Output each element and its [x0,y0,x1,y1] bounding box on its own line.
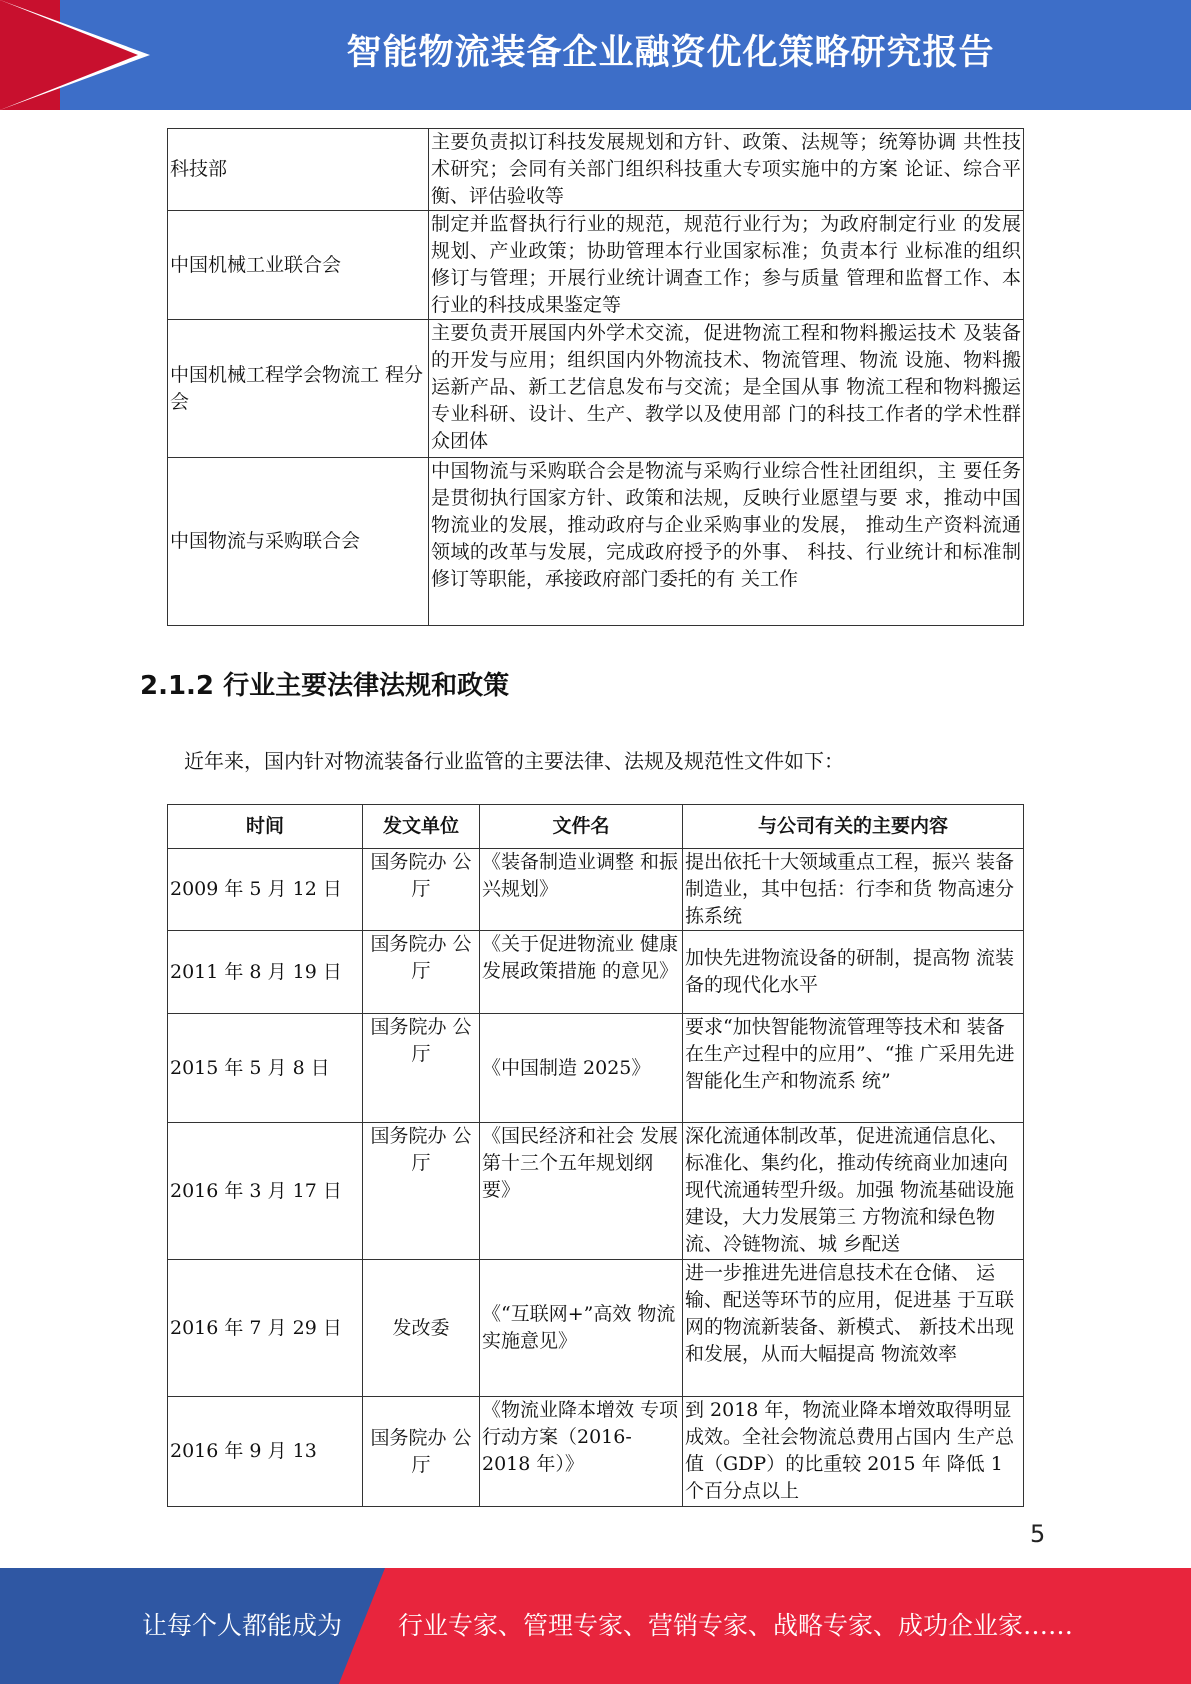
table-row [168,931,1024,1014]
table-header-row [168,805,1024,849]
page-number: 5 [1030,1520,1046,1548]
content-cell: 到 2018 年，物流业降本增效取得明显成效。全社会物流总费用占国内 生产总值（GDP）的比重较 2015 年 降低 1 个百分点以上 [683,1397,1024,1507]
org-name: 中国物流与采购联合会 [168,458,429,626]
footer-slogan-left: 让每个人都能成为 [142,1611,343,1640]
date-cell: 2009 年 5 月 12 日 [168,849,363,931]
column-header-content: 与公司有关的主要内容 [683,805,1024,849]
organization-table [167,128,1024,626]
unit-cell: 国务院办 公厅 [363,849,480,931]
footer-slogan-right: 行业专家、管理专家、营销专家、战略专家、成功企业家…… [398,1611,1074,1640]
org-description: 制定并监督执行行业的规范，规范行业行为；为政府制定行业 的发展规划、产业政策；协助管理本行业国家标准；负责本行 业标准的组织修订与管理；开展行业统计调查工作；参与质量 管理和监督工作、本行业的科技成果鉴定等 [429,211,1024,320]
file-cell: 《“互联网+”高效 物流实施意见》 [480,1260,683,1397]
table-row [168,1260,1024,1397]
table-row [168,1397,1024,1507]
date-cell: 2011 年 8 月 19 日 [168,931,363,1014]
org-name: 中国机械工业联合会 [168,211,429,320]
table-row [168,849,1024,931]
date-cell: 2015 年 5 月 8 日 [168,1014,363,1123]
file-cell: 《装备制造业调整 和振兴规划》 [480,849,683,931]
table-row [168,129,1024,211]
column-header-file: 文件名 [480,805,683,849]
table-row [168,1014,1024,1123]
file-cell: 《物流业降本增效 专项行动方案（2016-2018 年）》 [480,1397,683,1507]
table-row [168,320,1024,458]
unit-cell: 国务院办 公厅 [363,931,480,1014]
table-row [168,458,1024,626]
section-heading: 2.1.2 行业主要法律法规和政策 [140,671,510,701]
file-cell: 《关于促进物流业 健康发展政策措施 的意见》 [480,931,683,1014]
org-description: 主要负责拟订科技发展规划和方针、政策、法规等；统筹协调 共性技术研究；会同有关部门组织科技重大专项实施中的方案 论证、综合平衡、评估验收等 [429,129,1024,211]
org-name: 中国机械工程学会物流工 程分会 [168,320,429,458]
org-description: 主要负责开展国内外学术交流，促进物流工程和物料搬运技术 及装备的开发与应用；组织国内外物流技术、物流管理、物流 设施、物料搬运新产品、新工艺信息发布与交流；是全国从事 物流工程和物料搬运专业科研、设计、生产、教学以及使用部 门的科技工作者的学术性群众团体 [429,320,1024,458]
intro-paragraph: 近年来，国内针对物流装备行业监管的主要法律、法规及规范性文件如下： [184,749,844,773]
org-name: 科技部 [168,129,429,211]
unit-cell: 国务院办 公厅 [363,1014,480,1123]
page-footer [0,1568,1191,1684]
date-cell: 2016 年 3 月 17 日 [168,1123,363,1260]
header-arrow-icon [0,0,138,110]
column-header-unit: 发文单位 [363,805,480,849]
content-cell: 加快先进物流设备的研制，提高物 流装备的现代化水平 [683,931,1024,1014]
column-header-date: 时间 [168,805,363,849]
content-cell: 要求“加快智能物流管理等技术和 装备在生产过程中的应用”、“推 广采用先进智能化生产和物流系 统” [683,1014,1024,1123]
content-cell: 提出依托十大领域重点工程，振兴 装备制造业，其中包括：行李和货 物高速分拣系统 [683,849,1024,931]
date-cell: 2016 年 9 月 13 [168,1397,363,1507]
unit-cell: 国务院办 公厅 [363,1123,480,1260]
file-cell: 《中国制造 2025》 [480,1014,683,1123]
table-row [168,1123,1024,1260]
org-description: 中国物流与采购联合会是物流与采购行业综合性社团组织，主 要任务是贯彻执行国家方针、政策和法规，反映行业愿望与要 求，推动中国物流业的发展，推动政府与企业采购事业的发展， 推动生产资料流通领域的改革与发展，完成政府授予的外事、 科技、行业统计和标准制修订等职能，承接政府部门委托的有 关工作 [429,458,1024,626]
content-cell: 进一步推进先进信息技术在仓储、 运输、配送等环节的应用，促进基 于互联网的物流新装备、新模式、 新技术出现和发展，从而大幅提高 物流效率 [683,1260,1024,1397]
date-cell: 2016 年 7 月 29 日 [168,1260,363,1397]
report-title: 智能物流装备企业融资优化策略研究报告 [346,33,995,73]
policy-table [167,804,1024,1507]
page-header [0,0,1191,110]
table-row [168,211,1024,320]
unit-cell: 发改委 [363,1260,480,1397]
file-cell: 《国民经济和社会 发展第十三个五年规划纲要》 [480,1123,683,1260]
content-cell: 深化流通体制改革，促进流通信息化、标准化、集约化，推动传统商业加速向现代流通转型升级。加强 物流基础设施建设，大力发展第三 方物流和绿色物流、冷链物流、城 乡配送 [683,1123,1024,1260]
unit-cell: 国务院办 公厅 [363,1397,480,1507]
